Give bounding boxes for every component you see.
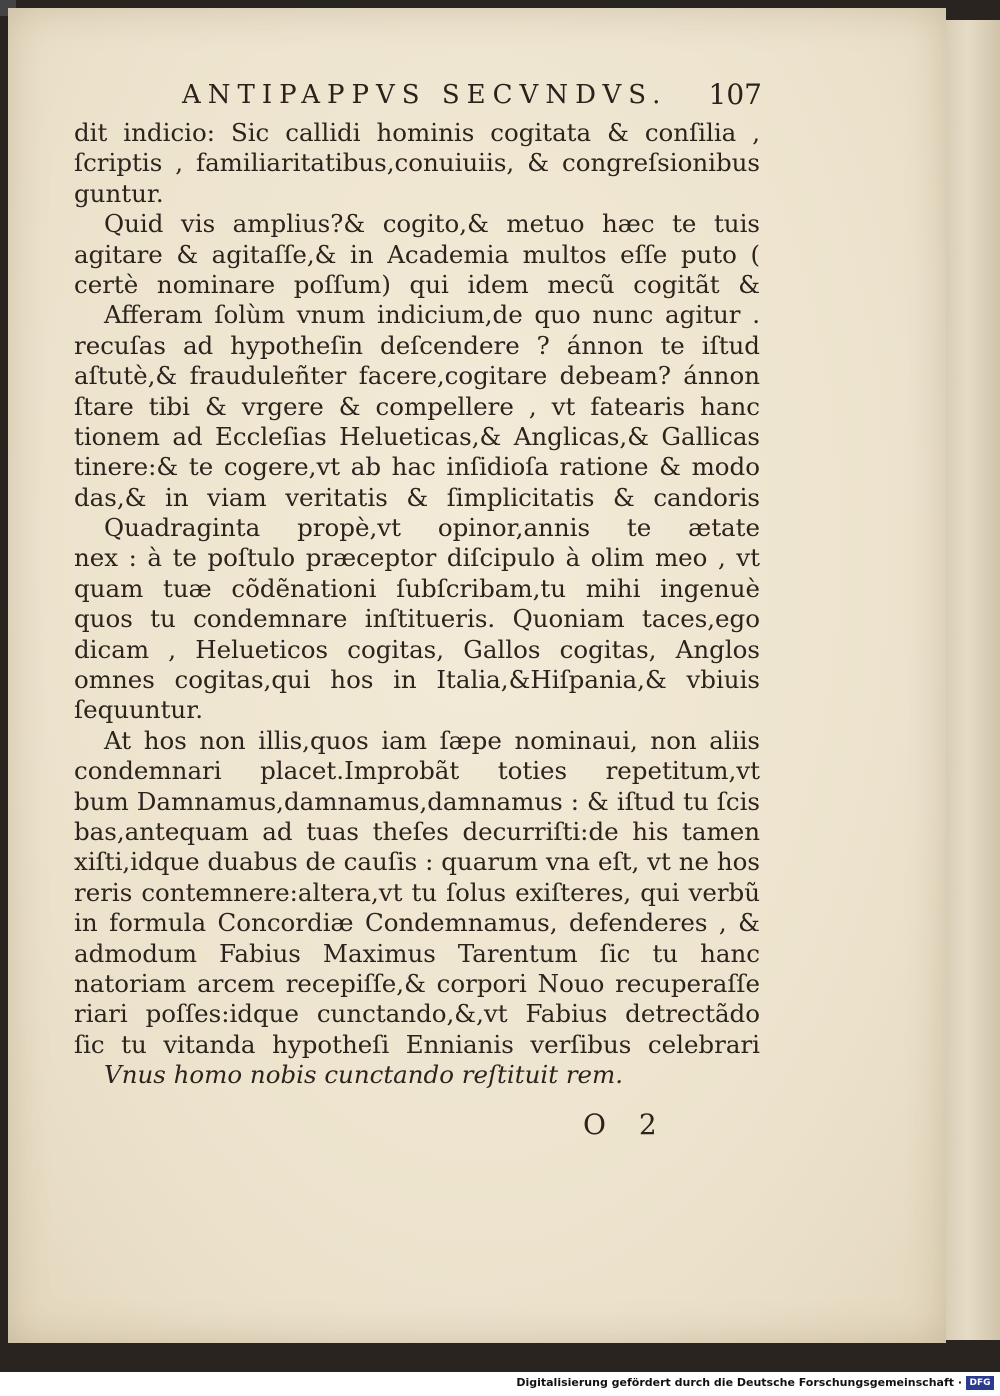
text-line: riari poſſes:idque cunctando,&,vt Fabius detrectãdo	[74, 999, 760, 1029]
text-line: omnes cogitas,qui hos in Italia,&Hiſpania,& vbiuis	[74, 665, 760, 695]
text-line: quam tuæ cõdẽnationi ſubſcribam,tu mihi ingenuè	[74, 573, 760, 603]
text-line: in formula Concordiæ Condemnamus, defenderes , &	[74, 908, 760, 938]
text-line: bum Damnamus,damnamus,damnamus : & iſtud tu ſcis	[74, 786, 760, 816]
footer-bar	[0, 1372, 1000, 1396]
signature-mark: O 2	[583, 1108, 669, 1141]
text-line: ſic tu vitanda hypotheſi Ennianis verſibus celebrari	[74, 1029, 760, 1059]
page-edge-strip	[946, 20, 1000, 1340]
text-line: quos tu condemnare inſtitueris. Quoniam taces,ego	[74, 604, 760, 634]
text-line: Vnus homo nobis cunctando reſtituit rem.	[104, 1060, 624, 1090]
text-line: dicam , Helueticos cogitas, Gallos cogitas, Anglos	[74, 634, 760, 664]
text-line: agitare & agitaſſe,& in Academia multos eſſe puto (	[74, 239, 760, 269]
text-line: ſequuntur.	[74, 695, 204, 725]
text-line: ſtare tibi & vrgere & compellere , vt fatearis hanc	[74, 391, 760, 421]
text-line: certè nominare poſſum) qui idem mecũ cogitãt &	[74, 269, 760, 299]
body-text	[74, 118, 760, 1091]
text-line: xiſti,idque duabus de cauſis : quarum vna eſt, vt ne hos	[74, 847, 760, 877]
page-number: 107	[708, 78, 762, 111]
text-line: das,& in viam veritatis & ſimplicitatis & candoris	[74, 482, 760, 512]
text-line: Afferam ſolùm vnum indicium,de quo nunc agitur .	[104, 300, 760, 330]
text-line: tionem ad Eccleſias Helueticas,& Anglicas,& Gallicas	[74, 421, 760, 451]
text-line: natoriam arcem recepiſſe,& corpori Nouo recuperaſſe	[74, 968, 760, 998]
text-line: nex : à te poſtulo præceptor diſcipulo à olim meo , vt	[74, 543, 760, 573]
text-line: reris contemnere:altera,vt tu ſolus exiſteres, qui verbũ	[74, 877, 760, 907]
footer-credit: Digitalisierung gefördert durch die Deutsche Forschungsgemeinschaft ·	[516, 1376, 962, 1389]
running-title: ANTIPAPPVS SECVNDVS.	[182, 80, 668, 110]
text-line: Quid vis amplius?& cogito,& metuo hæc te tuis	[104, 209, 760, 239]
text-line: dit indicio: Sic callidi hominis cogitata & conſilia ,	[74, 118, 760, 147]
text-line: Quadraginta propè,vt opinor,annis te ætate	[104, 513, 760, 543]
text-line: admodum Fabius Maximus Tarentum ſic tu hanc	[74, 938, 760, 968]
running-header	[182, 76, 762, 116]
text-line: guntur.	[74, 178, 164, 208]
text-line: recuſas ad hypotheſin deſcendere ? ánnon te iſtud	[74, 330, 760, 360]
text-line: ſcriptis , familiaritatibus,conuiuiis, & congreſsionibus	[74, 148, 760, 178]
text-line: aſtutè,& frauduleñter facere,cogitare debeam? ánnon	[74, 361, 760, 391]
text-line: condemnari placet.Improbãt toties repetitum,vt	[74, 756, 760, 786]
text-line: At hos non illis,quos iam ſæpe nominaui, non aliis	[104, 725, 760, 755]
text-line: bas,antequam ad tuas theſes decurriſti:de his tamen	[74, 816, 760, 846]
dfg-logo: DFG	[966, 1376, 994, 1390]
text-line: tinere:& te cogere,vt ab hac inſidioſa ratione & modo	[74, 452, 760, 482]
